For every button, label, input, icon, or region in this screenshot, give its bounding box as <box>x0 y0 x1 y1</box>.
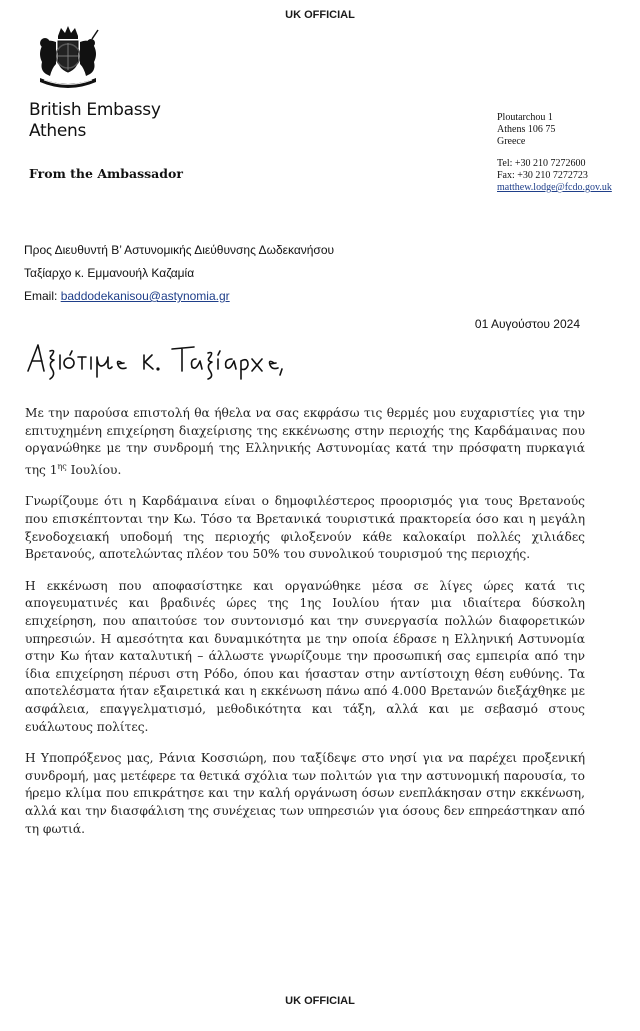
embassy-name <box>29 100 161 142</box>
address-tel: Tel: +30 210 7272600 <box>497 158 586 169</box>
body-paragraph-3: Η εκκένωση που αποφασίστηκε και οργανώθηκε μέσα σε λίγες ώρες κατά τις απογευματινές και βραδινές ώρες της 1ης Ιουλίου ήταν μια ιδιαίτερα δύσκολη επιχείρηση, που απαιτούσε τον συντονισμό και την συνεργασία πολλών διαφορετικών υπηρεσιών. Η αμεσότητα και δυναμικότητα με την οποία έδρασε η Ελληνική Αστυνομία στην Κω ήταν καταλυτική – άλλωστε γνωρίζουμε την προσωπική σας εμπειρία από την ίδια επιχείρηση πέρυσι στη Ρόδο, όπου και ήσασταν στην αντίστοιχη θέση ευθύνης. Τα αποτελέσματα ήταν εξαιρετικά και η εκκένωση πάνω από 4.000 Βρετανών διεξάχθηκε με ασφάλεια, επαγγελματισμό, μεθοδικότητα και τάξη, αλλά και με σεβασμό στους ευάλωτους πολίτες. <box>25 578 585 734</box>
body-paragraph-4: Η Υποπρόξενος μας, Ράνια Κοσσιώρη, που ταξίδεψε στο νησί για να παρέχει προξενική συνδρομή, μας μετέφερε τα θετικά σχόλια των πολιτών για την αστυνομική παρουσία, το ήρεμο κλίμα που επικράτησε και την καλή οργάνωση όσων ενεπλάκησαν στην εκκένωση, αλλά και την διασφάλιση της συνέχειας των υπηρεσιών για όσους δεν επηρεάστηκαν από τη φωτιά. <box>25 751 585 836</box>
sender-email-link[interactable]: matthew.lodge@fcdo.gov.uk <box>497 182 612 193</box>
address-fax: Fax: +30 210 7272723 <box>497 170 588 181</box>
body-paragraph-1 <box>25 405 585 479</box>
recipient-line2: Ταξίαρχο κ. Εμμανουήλ Καζαμία <box>24 266 195 280</box>
letter-body <box>25 405 585 852</box>
embassy-name-line2: Athens <box>29 121 87 141</box>
from-the-ambassador: From the Ambassador <box>29 166 183 181</box>
recipient-email-link[interactable]: baddodekanisou@astynomia.gr <box>60 289 230 303</box>
classification-marking-bottom: UK OFFICIAL <box>285 995 355 1007</box>
recipient-email-label: Email: <box>24 289 61 303</box>
classification-marking-top: UK OFFICIAL <box>285 9 355 21</box>
sender-address <box>497 112 612 194</box>
recipient-block <box>24 239 334 308</box>
body-paragraph-2: Γνωρίζουμε ότι η Καρδάμαινα είναι ο δημοφιλέστερος προορισμός για τους Βρετανούς που επισκέπτονται την Κω. Τόσο τα Βρετανικά τουριστικά πρακτορεία όσο και η μεγάλη ξενοδοχειακή υποδομή της περιοχής φιλοξενούν κάθε καλοκαίρι πολλές χιλιάδες Βρετανούς, αποτελώντας πλέον του 50% του συνολικού τουρισμού της περιοχής. <box>25 494 585 562</box>
address-country: Greece <box>497 136 526 147</box>
recipient-line1: Προς Διευθυντή Β’ Αστυνομικής Διεύθυνσης Δωδεκανήσου <box>24 243 335 257</box>
handwritten-salutation <box>26 337 286 383</box>
embassy-name-line1: British Embassy <box>29 100 161 120</box>
address-city: Athens 106 75 <box>497 124 556 135</box>
paragraph-text: Ιουλίου. <box>66 462 122 477</box>
ordinal-superscript: ης <box>57 461 67 471</box>
paragraph-text: Με την παρούσα επιστολή θα ήθελα να σας εκφράσω τις θερμές μου ευχαριστίες για την επιτυχημένη επιχείρηση διαχείρισης της εκκένωσης στην περιοχής της Καρδάμαινας που οργανώθηκε με την συνδρομή της Ελληνικής Αστυνομίας κατά την πρόσφατη πυρκαγιά της 1 <box>25 406 585 477</box>
royal-coat-of-arms-icon <box>28 24 108 92</box>
letter-date: 01 Αυγούστου 2024 <box>474 317 580 331</box>
recipient-email-row <box>24 285 334 308</box>
address-street: Ploutarchou 1 <box>497 112 553 123</box>
